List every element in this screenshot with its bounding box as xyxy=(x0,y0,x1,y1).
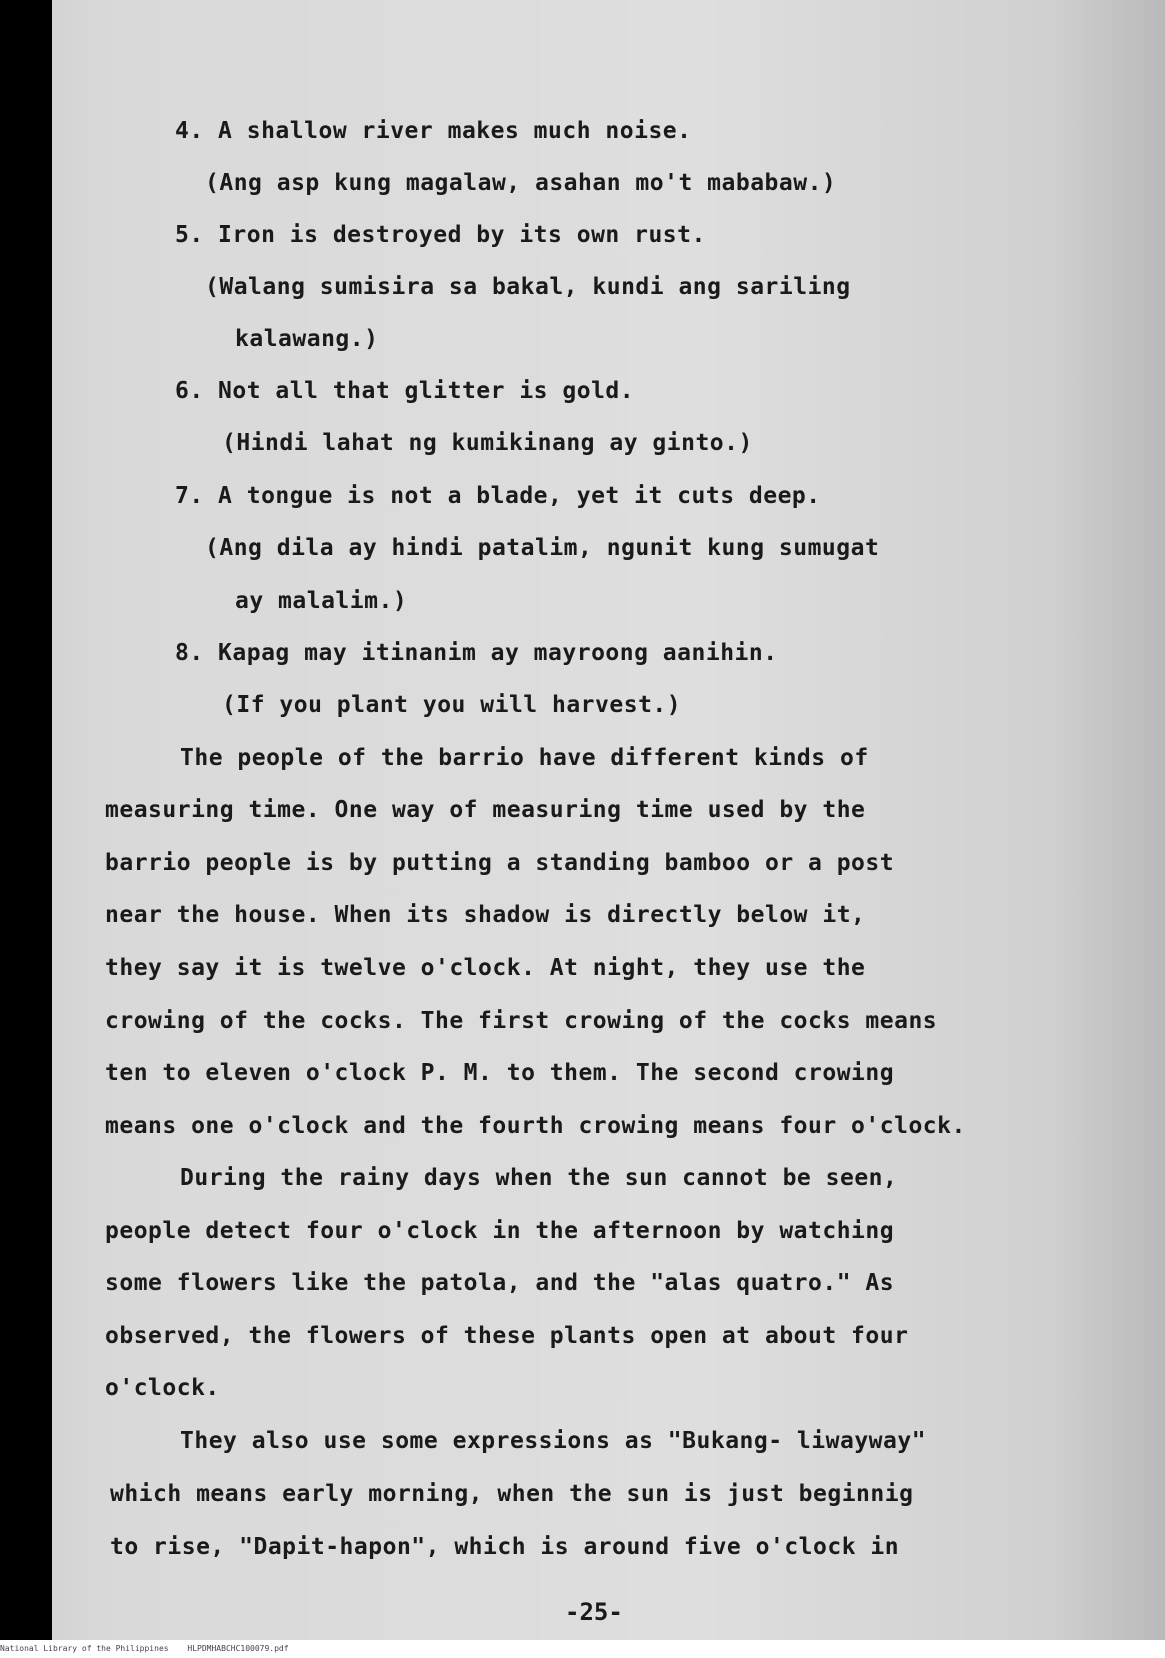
text-line: 8. Kapag may itinanim ay mayroong aanihin. xyxy=(175,640,778,666)
text-line: kalawang.) xyxy=(235,326,379,352)
footer-filename: HLPDMHABCHC100079.pdf xyxy=(187,1644,289,1653)
text-line: ten to eleven o'clock P. M. to them. The second crowing xyxy=(105,1060,895,1086)
text-line: (Ang dila ay hindi patalim, ngunit kung sumugat xyxy=(205,535,880,561)
text-line: 7. A tongue is not a blade, yet it cuts deep. xyxy=(175,483,821,509)
page-number: -25- xyxy=(565,1598,623,1626)
text-line: they say it is twelve o'clock. At night, they use the xyxy=(105,955,866,981)
text-line: to rise, "Dapit-hapon", which is around five o'clock in xyxy=(110,1534,900,1560)
text-line: 4. A shallow river makes much noise. xyxy=(175,118,692,144)
text-line: o'clock. xyxy=(105,1375,220,1401)
text-line: which means early morning, when the sun is just beginnig xyxy=(110,1481,914,1507)
text-line: They also use some expressions as "Bukang- liwayway" xyxy=(180,1428,927,1454)
text-line: (Ang asp kung magalaw, asahan mo't mababaw.) xyxy=(205,170,837,196)
text-line: During the rainy days when the sun cannot be seen, xyxy=(180,1165,898,1191)
text-line: The people of the barrio have different kinds of xyxy=(180,745,869,771)
text-line: means one o'clock and the fourth crowing means four o'clock. xyxy=(105,1113,966,1139)
text-line: 5. Iron is destroyed by its own rust. xyxy=(175,222,706,248)
text-line: some flowers like the patola, and the "alas quatro." As xyxy=(105,1270,895,1296)
scan-footer xyxy=(0,1640,1165,1658)
text-line: measuring time. One way of measuring time used by the xyxy=(105,797,866,823)
text-line: barrio people is by putting a standing bamboo or a post xyxy=(105,850,895,876)
text-line: people detect four o'clock in the afternoon by watching xyxy=(105,1218,895,1244)
text-line: (Walang sumisira sa bakal, kundi ang sariling xyxy=(205,274,851,300)
text-line: 6. Not all that glitter is gold. xyxy=(175,378,635,404)
text-line: ay malalim.) xyxy=(235,588,408,614)
text-line: (If you plant you will harvest.) xyxy=(222,692,682,718)
text-line: observed, the flowers of these plants open at about four xyxy=(105,1323,909,1349)
text-line: crowing of the cocks. The first crowing of the cocks means xyxy=(105,1008,938,1034)
text-line: near the house. When its shadow is directly below it, xyxy=(105,902,866,928)
text-line: (Hindi lahat ng kumikinang ay ginto.) xyxy=(222,430,753,456)
footer-library: National Library of the Philippines xyxy=(0,1644,169,1653)
